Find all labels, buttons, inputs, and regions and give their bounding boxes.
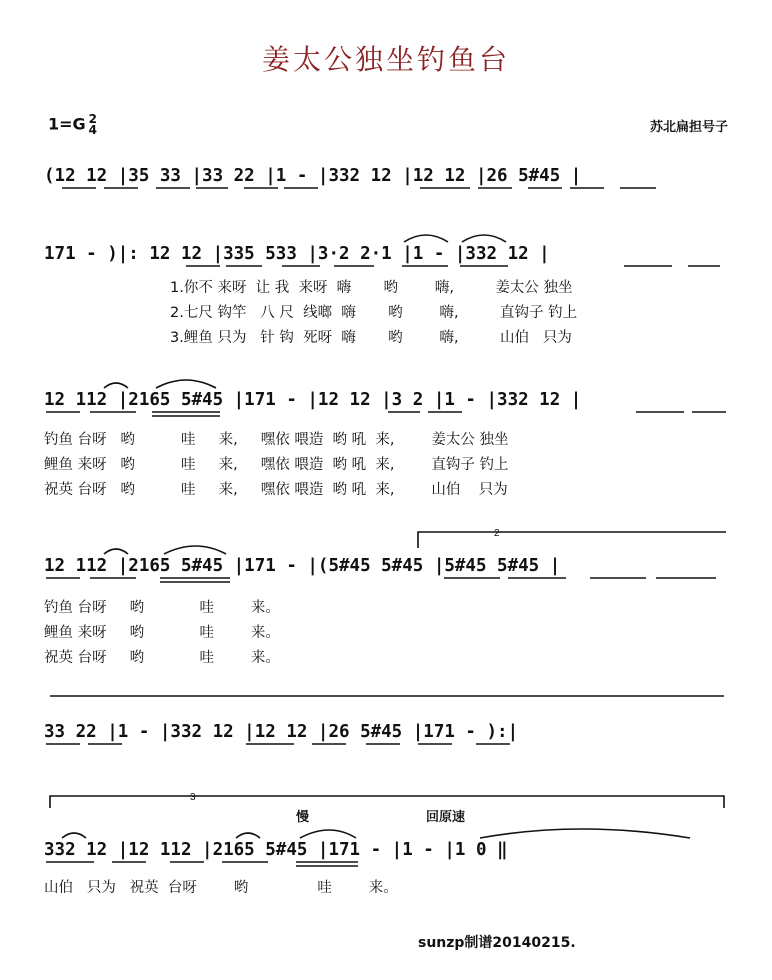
score-line-3: 12 112 |2165 5#45 |171 - |12 12 |3 2 |1 - |332 12 |: [44, 390, 582, 410]
song-title: 姜太公独坐钓鱼台: [261, 43, 510, 76]
lyric-line: 钓鱼 台呀 哟 哇 来, 嘿依 喂造 哟 吼 来, 姜太公 独坐: [44, 432, 509, 448]
volta-2-label: 2: [494, 528, 500, 539]
lyric-line: 2.七尺 钩竿 八 尺 线啷 嗨 哟 嗨, 直钩子 钓上: [170, 305, 578, 321]
time-bottom: 4: [88, 123, 98, 137]
lyric-line: 鲤鱼 来呀 哟 哇 来, 嘿依 喂造 哟 吼 来, 直钩子 钓上: [44, 457, 509, 473]
score-line-2: 171 - )|: 12 12 |335 533 |3·2 2·1 |1 - |332 12 |: [44, 244, 550, 264]
lyric-line: 1.你不 来呀 让 我 来呀 嗨 哟 嗨, 姜太公 独坐: [170, 280, 573, 296]
lyric-line: 鲤鱼 来呀 哟 哇 来。: [44, 625, 280, 641]
tempo-slow: 慢: [296, 810, 310, 825]
footer-credit: sunzp制谱20140215.: [418, 935, 576, 951]
lyric-line: 山伯 只为 祝英 台呀 哟 哇 来。: [44, 880, 398, 896]
lyric-line: 3.鲤鱼 只为 针 钩 死呀 嗨 哟 嗨, 山伯 只为: [170, 330, 572, 346]
lyric-line: 祝英 台呀 哟 哇 来。: [44, 650, 280, 666]
lyric-line: 祝英 台呀 哟 哇 来, 嘿依 喂造 哟 吼 来, 山伯 只为: [44, 482, 508, 498]
score-line-6: 332 12 |12 112 |2165 5#45 |171 - |1 - |1 0 ‖: [44, 840, 508, 860]
score-line-5: 33 22 |1 - |332 12 |12 12 |26 5#45 |171 - ):|: [44, 722, 519, 742]
volta-3-label: 3: [190, 792, 196, 803]
lyric-line: 钓鱼 台呀 哟 哇 来。: [44, 600, 280, 616]
score-line-1: (12 12 |35 33 |33 22 |1 - |332 12 |12 12 |26 5#45 |: [44, 166, 582, 186]
tempo-original: 回原速: [426, 810, 466, 825]
score-line-4: 12 112 |2165 5#45 |171 - |(5#45 5#45 |5#45 5#45 |: [44, 556, 561, 576]
style-note: 苏北扁担号子: [649, 120, 728, 135]
key-label: 1=G: [48, 114, 86, 134]
time-top: 2: [88, 112, 98, 126]
